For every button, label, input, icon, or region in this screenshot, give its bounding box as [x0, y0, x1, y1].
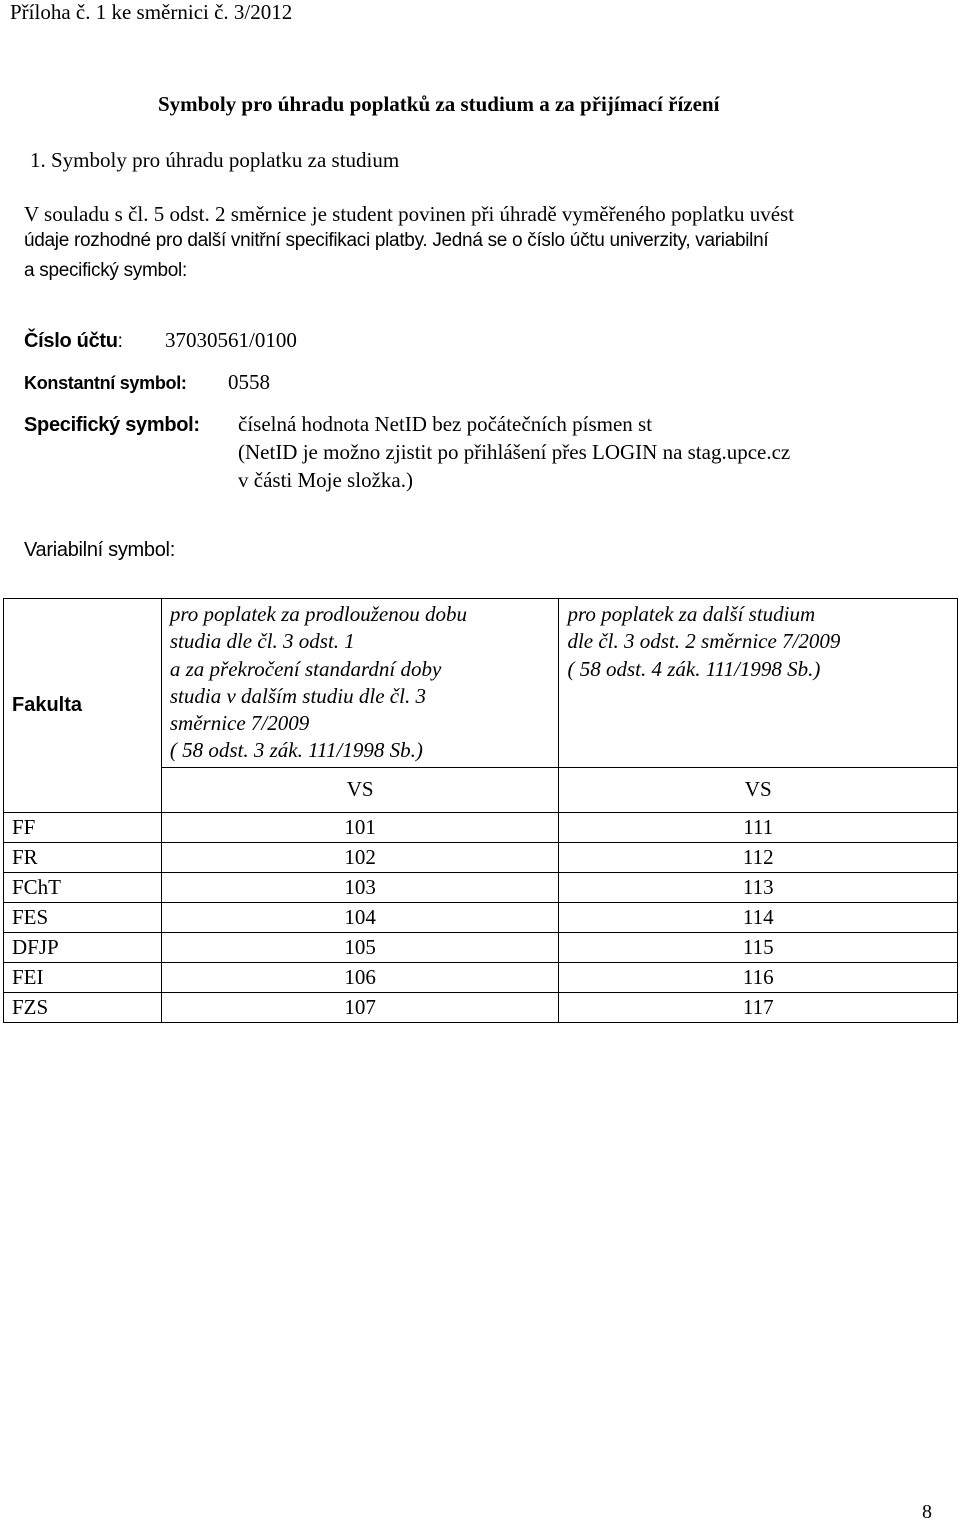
vs-label-prolonged: VS	[161, 767, 559, 812]
intro-line-2	[24, 230, 768, 253]
attachment-header: Příloha č. 1 ke směrnici č. 3/2012	[10, 0, 293, 24]
vs-further-cell: 115	[559, 932, 958, 962]
table-body	[4, 812, 958, 1022]
vs-further-cell: 114	[559, 902, 958, 932]
header-prolonged-line: studia v dalším studiu dle čl. 3	[169, 683, 426, 708]
variable-symbol-table	[3, 598, 958, 1023]
vs-label-further: VS	[559, 767, 958, 812]
header-prolonged-study	[161, 599, 559, 768]
faculty-cell: FChT	[4, 872, 162, 902]
header-prolonged-line: ( 58 odst. 3 zák. 111/1998 Sb.)	[169, 738, 423, 763]
specific-symbol-line-2: (NetID je možno zjistit po přihlášení přes LOGIN na stag.upce.cz	[238, 440, 791, 464]
table-row	[4, 872, 958, 902]
vs-further-cell: 116	[559, 962, 958, 992]
header-further-line: dle čl. 3 odst. 2 směrnice 7/2009	[567, 629, 841, 654]
intro-line-1: V souladu s čl. 5 odst. 2 směrnice je student povinen při úhradě vyměřeného poplatku uvést	[24, 202, 795, 226]
table-row	[4, 812, 958, 842]
faculty-cell: FZS	[4, 992, 162, 1022]
header-further-line: ( 58 odst. 4 zák. 111/1998 Sb.)	[567, 656, 821, 681]
vs-prolonged-cell: 102	[161, 842, 559, 872]
constant-symbol-row	[24, 370, 270, 395]
table-row	[4, 992, 958, 1022]
vs-further-cell: 112	[559, 842, 958, 872]
intro-line-3: a specifický symbol:	[24, 260, 187, 281]
vs-prolonged-cell: 101	[161, 812, 559, 842]
table-row	[4, 932, 958, 962]
table-row	[4, 842, 958, 872]
specific-symbol-line-3: v části Moje složka.)	[238, 468, 413, 492]
variable-symbol-label: Variabilní symbol:	[24, 539, 175, 561]
vs-prolonged-cell: 103	[161, 872, 559, 902]
vs-prolonged-cell: 106	[161, 962, 559, 992]
header-further-line: pro poplatek za další studium	[567, 602, 816, 626]
header-faculty: Fakulta	[4, 599, 162, 813]
section-heading-1: 1. Symboly pro úhradu poplatku za studium	[30, 148, 400, 172]
header-prolonged-line: a za překročení standardní doby	[169, 656, 442, 681]
account-colon: :	[117, 331, 123, 352]
vs-further-cell: 111	[559, 812, 958, 842]
vs-prolonged-cell: 107	[161, 992, 559, 1022]
faculty-cell: FR	[4, 842, 162, 872]
faculty-cell: FEI	[4, 962, 162, 992]
header-prolonged-line: směrnice 7/2009	[169, 711, 310, 736]
faculty-cell: DFJP	[4, 932, 162, 962]
header-prolonged-line: pro poplatek za prodlouženou dobu	[169, 602, 467, 626]
constant-symbol-value: 0558	[228, 370, 270, 394]
header-further-study	[559, 599, 958, 768]
account-row	[24, 328, 297, 354]
vs-prolonged-cell: 104	[161, 902, 559, 932]
intro-line-2-text: údaje rozhodné pro další vnitřní specifikaci platby. Jedná se o číslo účtu univerzity, variabilní	[24, 230, 769, 251]
vs-prolonged-cell: 105	[161, 932, 559, 962]
faculty-cell: FF	[4, 812, 162, 842]
constant-symbol-label: Konstantní symbol:	[24, 373, 187, 393]
table-row	[4, 962, 958, 992]
account-label: Číslo účtu	[24, 330, 118, 352]
table-row	[4, 902, 958, 932]
header-prolonged-line: studia dle čl. 3 odst. 1	[169, 629, 355, 654]
faculty-cell: FES	[4, 902, 162, 932]
specific-symbol-line-1: číselná hodnota NetID bez počátečních písmen st	[238, 412, 653, 436]
specific-symbol-label: Specifický symbol:	[24, 414, 200, 436]
page-number: 8	[922, 1501, 932, 1523]
account-value: 37030561/0100	[165, 328, 297, 352]
vs-further-cell: 117	[559, 992, 958, 1022]
vs-further-cell: 113	[559, 872, 958, 902]
page-title: Symboly pro úhradu poplatků za studium a za přijímací řízení	[158, 92, 720, 116]
